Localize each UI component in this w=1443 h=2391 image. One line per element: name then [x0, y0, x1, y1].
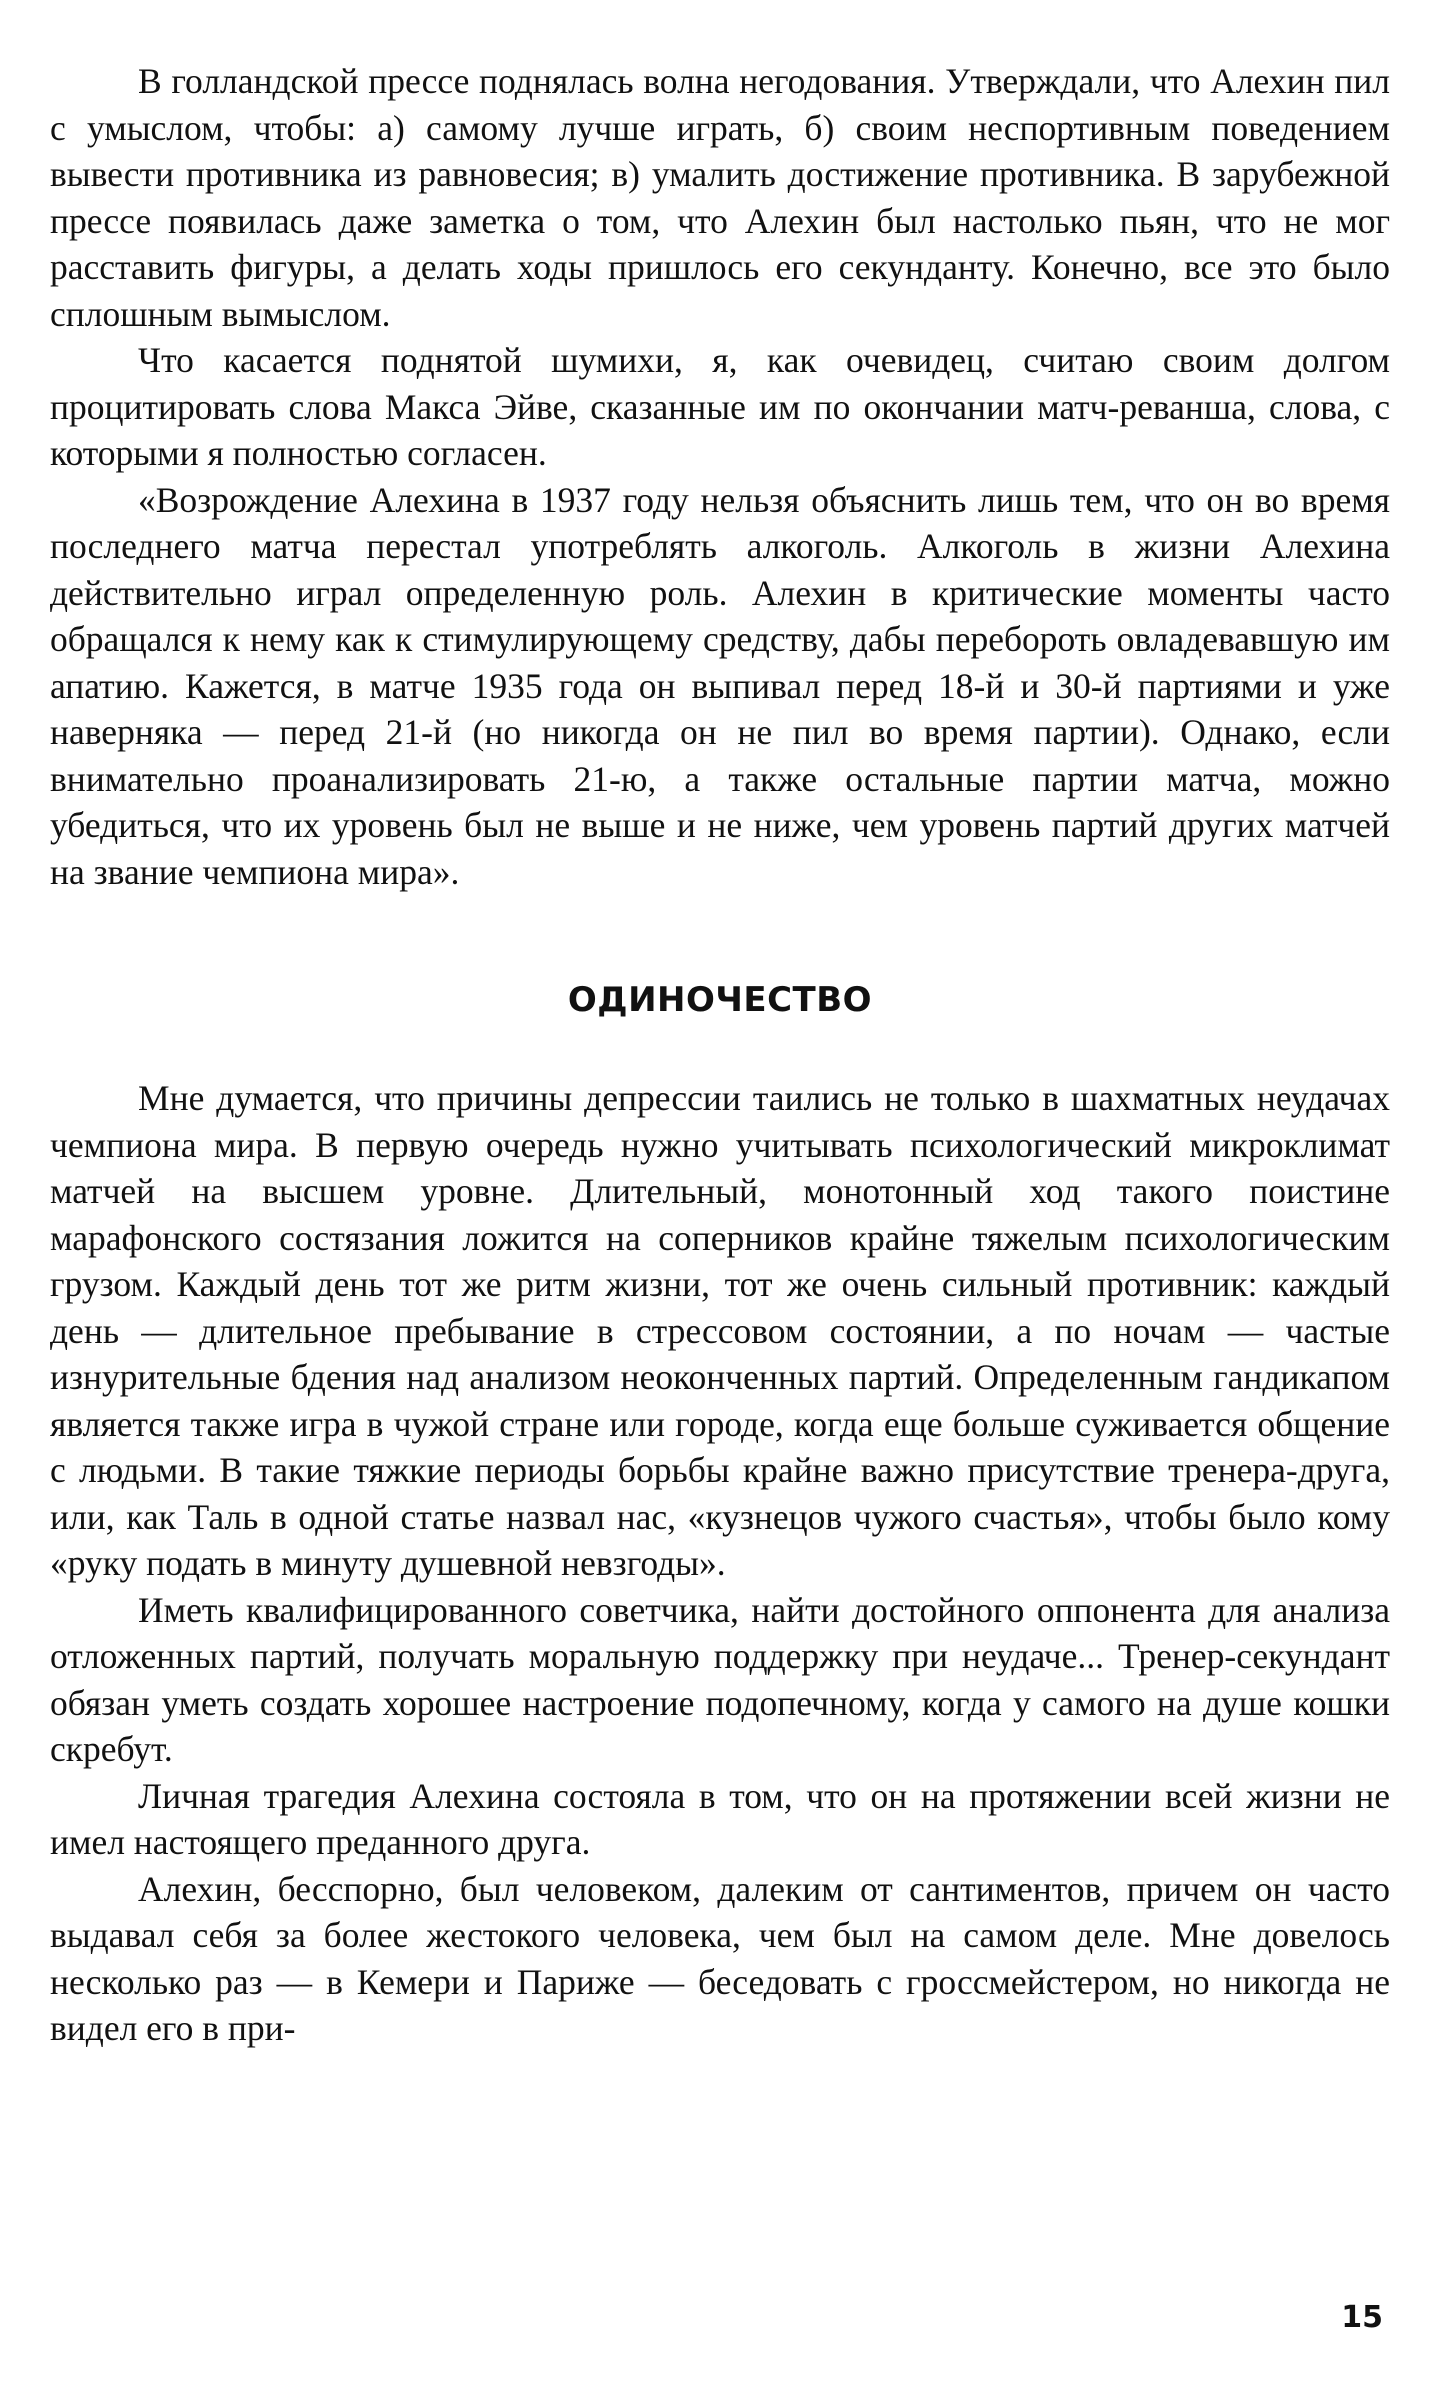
- paragraph-second-duties: Иметь квалифицированного советчика, найти достойного оппонента для анализа отложенных партий, получать моральную поддержку при неудаче... Тренер-секундант обязан уметь создать хорошее настроение подопечному, когда у самого на душе кошки скребут.: [50, 1589, 1390, 1769]
- paragraph-dutch-press: В голландской прессе поднялась волна негодования. Утверждали, что Алехин пил с умыслом, чтобы: а) самому лучше играть, б) своим неспортивным поведением вывести противника из равновесия; в) умалить достижение противника. В зарубежной прессе появилась даже заметка о том, что Алехин был настолько пьян, что не мог расставить фигуры, а делать ходы пришлось его секунданту. Конечно, все это было сплошным вымыслом.: [50, 61, 1390, 334]
- paragraph-euwe-intro: Что касается поднятой шумихи, я, как очевидец, считаю своим долгом процитировать слова Макса Эйве, сказанные им по окончании матч-реванша, слова, с которыми я полностью согласен.: [50, 340, 1390, 473]
- paragraph-personal-tragedy: Личная трагедия Алехина состояла в том, что он на протяжении всей жизни не имел настоящего преданного друга.: [50, 1775, 1390, 1862]
- book-page: [50, 58, 1390, 2052]
- paragraph-depression-causes: Мне думается, что причины депрессии таились не только в шахматных неудачах чемпиона мира. В первую очередь нужно учитывать психологический микроклимат матчей на высшем уровне. Длительный, монотонный ход такого поистине марафонского состязания ложится на соперников крайне тяжелым психологическим грузом. Каждый день тот же ритм жизни, тот же очень сильный противник: каждый день — длительное пребывание в стрессовом состоянии, а по ночам — частые изнурительные бдения над анализом неоконченных партий. Определенным гандикапом является также игра в чужой стране или городе, когда еще больше суживается общение с людьми. В такие тяжкие периоды борьбы крайне важно присутствие тренера-друга, или, как Таль в одной статье назвал нас, «кузнецов чужого счастья», чтобы было кому «руку подать в минуту душевной невзгоды».: [50, 1078, 1390, 1583]
- page-number: 15: [1341, 2300, 1383, 2335]
- section-heading: ОДИНОЧЕСТВО: [567, 980, 873, 1020]
- paragraph-sentiments: Алехин, бесспорно, был человеком, далеким от сантиментов, причем он часто выдавал себя за более жестокого человека, чем был на самом деле. Мне довелось несколько раз — в Кемери и Париже — беседовать с гроссмейстером, но никогда не видел его в при-: [50, 1868, 1390, 2048]
- paragraph-euwe-quote: «Возрождение Алехина в 1937 году нельзя объяснить лишь тем, что он во время последнего матча перестал употреблять алкоголь. Алкоголь в жизни Алехина действительно играл определенную роль. Алехин в критические моменты часто обращался к нему как к стимулирующему средству, дабы перебороть овладевавшую им апатию. Кажется, в матче 1935 года он выпивал перед 18-й и 30-й партиями и уже наверняка — перед 21-й (но никогда он не пил во время партии). Однако, если внимательно проанализировать 21-ю, а также остальные партии матча, можно убедиться, что их уровень был не выше и не ниже, чем уровень партий других матчей на звание чемпиона мира».: [50, 479, 1390, 892]
